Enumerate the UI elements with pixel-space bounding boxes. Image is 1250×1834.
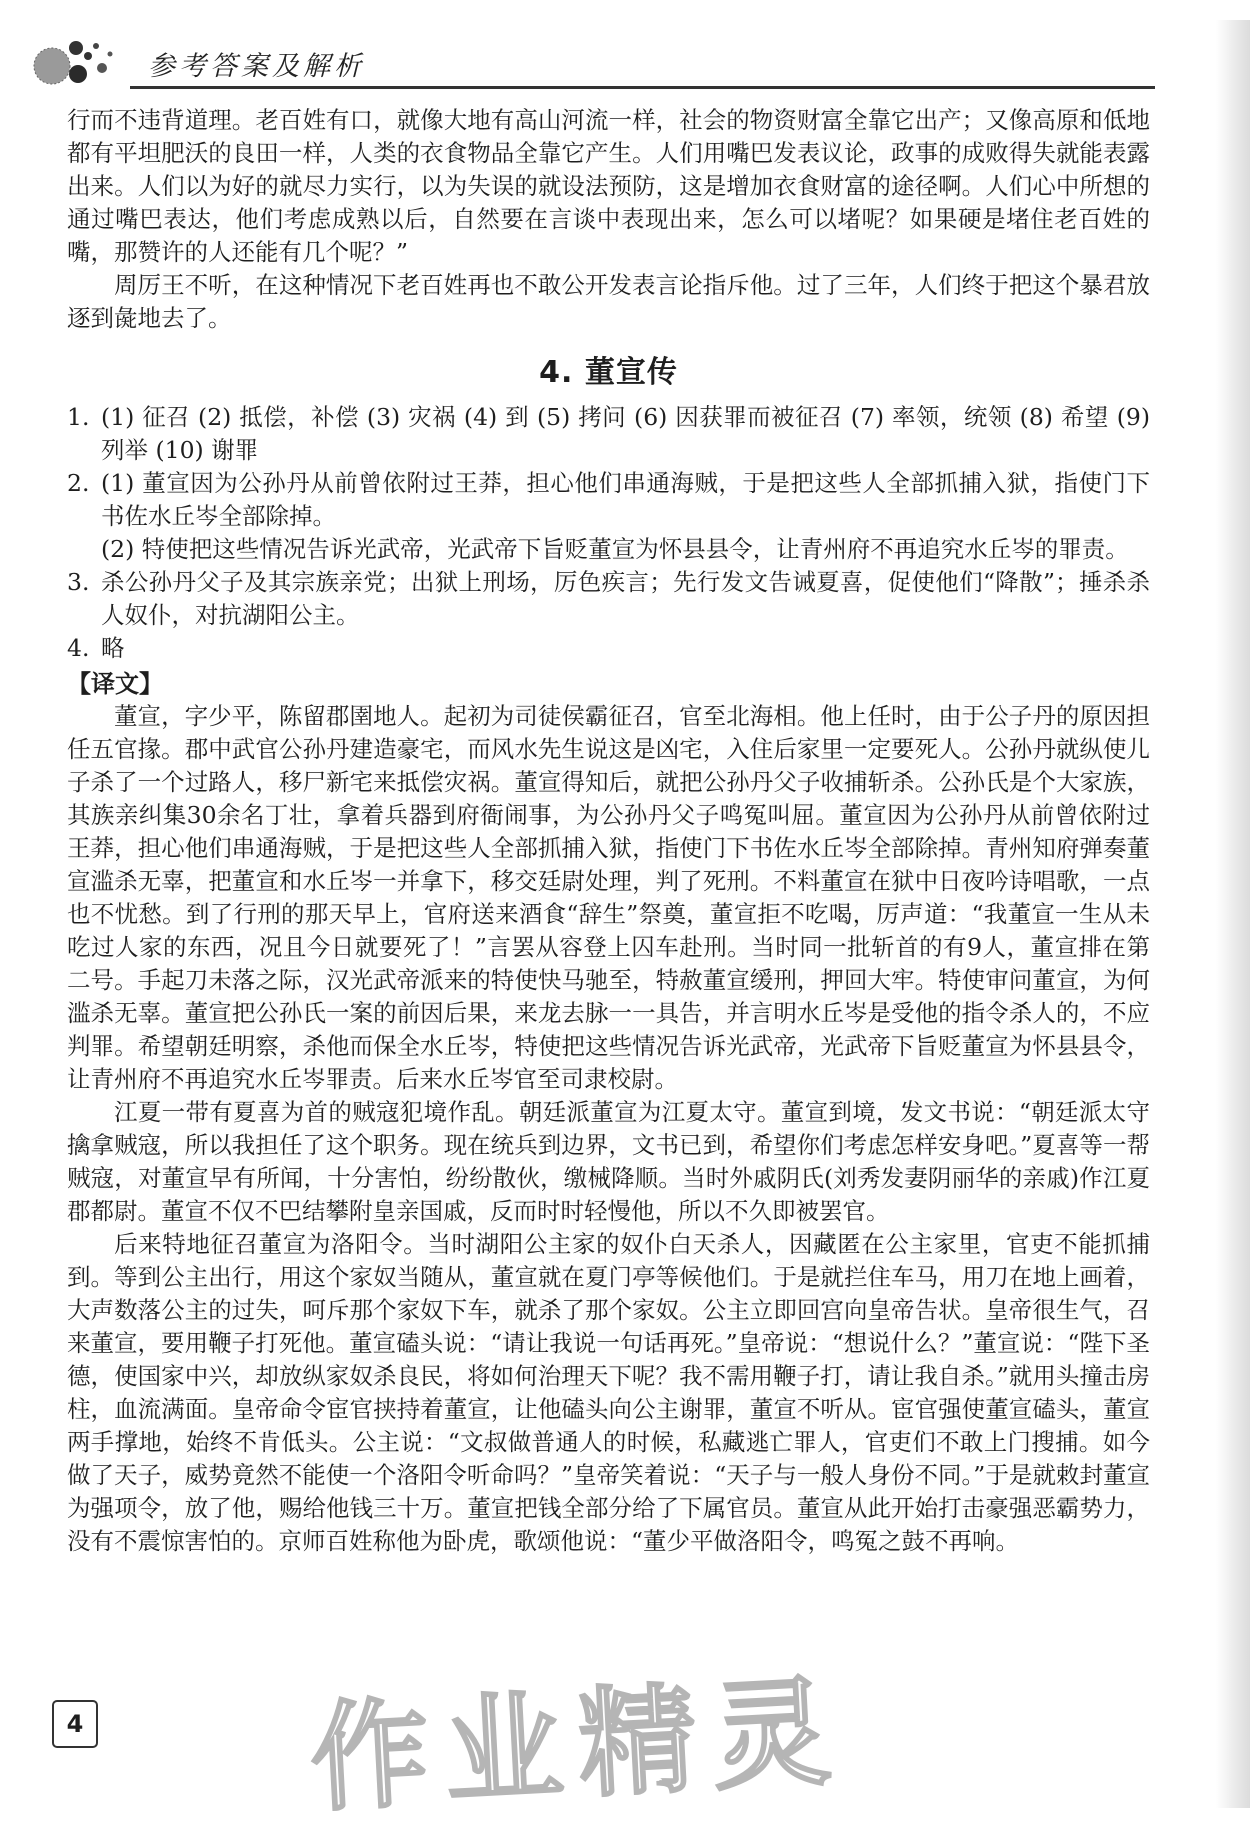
header-title: 参考答案及解析: [148, 51, 365, 82]
page-header: [30, 30, 1155, 92]
answer-text: (1) 征召 (2) 抵偿，补偿 (3) 灾祸 (4) 到 (5) 拷问 (6) 因获罪而被征召 (7) 率领，统领 (8) 希望 (9) 列举 (10) 谢罪: [101, 403, 1150, 464]
page-number: 4: [52, 1700, 98, 1748]
answer-item: [67, 401, 1150, 467]
translation-label: 【译文】: [67, 669, 163, 698]
answer-item: [67, 467, 1150, 533]
page-content: [67, 104, 1150, 1558]
translation-paragraph-3: 后来特地征召董宣为洛阳令。当时湖阳公主家的奴仆白天杀人，因藏匿在公主家里，官吏不能抓捕到。等到公主出行，用这个家奴当随从，董宣就在夏门亭等候他们。于是就拦住车马，用刀在地上画着，大声数落公主的过失，呵斥那个家奴下车，就杀了那个家奴。公主立即回宫向皇帝告状。皇帝很生气，召来董宣，要用鞭子打死他。董宣磕头说：“请让我说一句话再死。”皇帝说：“想说什么？”董宣说：“陛下圣德，使国家中兴，却放纵家奴杀良民，将如何治理天下呢？我不需用鞭子打，请让我自杀。”就用头撞击房柱，血流满面。皇帝命令宦官挟持着董宣，让他磕头向公主谢罪，董宣不听从。宦官强使董宣磕头，董宣两手撑地，始终不肯低头。公主说：“文叔做普通人的时候，私藏逃亡罪人，官吏们不敢上门搜捕。如今做了天子，威势竟然不能使一个洛阳令听命吗？”皇帝笑着说：“天子与一般人身份不同。”于是就敕封董宣为强项令，放了他，赐给他钱三十万。董宣把钱全部分给了下属官员。董宣从此开始打击豪强恶霸势力，没有不震惊害怕的。京师百姓称他为卧虎，歌颂他说：“董少平做洛阳令，鸣冤之鼓不再响。: [67, 1230, 1150, 1555]
answer-text: (1) 董宣因为公孙丹从前曾依附过王莽，担心他们串通海贼，于是把这些人全部抓捕入狱，指使门下书佐水丘岑全部除掉。: [101, 469, 1150, 530]
answer-number: 4.: [67, 634, 90, 662]
translation-paragraph-1: 董宣，字少平，陈留郡圉地人。起初为司徒侯霸征召，官至北海相。他上任时，由于公子丹的原因担任五官掾。郡中武官公孙丹建造豪宅，而风水先生说这是凶宅，入住后家里一定要死人。公孙丹就纵使儿子杀了一个过路人，移尸新宅来抵偿灾祸。董宣得知后，就把公孙丹父子收捕斩杀。公孙氏是个大家族，其族亲纠集30余名丁壮，拿着兵器到府衙闹事，为公孙丹父子鸣冤叫屈。董宣因为公孙丹从前曾依附过王莽，担心他们串通海贼，于是把这些人全部抓捕入狱，指使门下书佐水丘岑全部除掉。青州知府弹奏董宣滥杀无辜，把董宣和水丘岑一并拿下，移交廷尉处理，判了死刑。不料董宣在狱中日夜吟诗唱歌，一点也不忧愁。到了行刑的那天早上，官府送来酒食“辞生”祭奠，董宣拒不吃喝，厉声道：“我董宣一生从未吃过人家的东西，况且今日就要死了！”言罢从容登上囚车赴刑。当时同一批斩首的有9人，董宣排在第二号。手起刀未落之际，汉光武帝派来的特使快马驰至，特赦董宣缓刑，押回大牢。特使审问董宣，为何滥杀无辜。董宣把公孙氏一案的前因后果，来龙去脉一一具告，并言明水丘岑是受他的指令杀人的，不应判罪。希望朝廷明察，杀他而保全水丘岑，特使把这些情况告诉光武帝，光武帝下旨贬董宣为怀县县令，让青州府不再追究水丘岑罪责。后来水丘岑官至司隶校尉。: [67, 702, 1150, 1093]
answer-number: 3.: [67, 568, 90, 596]
page-edge-shadow: [1216, 20, 1250, 1808]
translation-paragraph-2: 江夏一带有夏喜为首的贼寇犯境作乱。朝廷派董宣为江夏太守。董宣到境，发文书说：“朝廷派太守擒拿贼寇，所以我担任了这个职务。现在统兵到边界，文书已到，希望你们考虑怎样安身吧。”夏喜等一帮贼寇，对董宣早有所闻，十分害怕，纷纷散伙，缴械降顺。当时外戚阴氏(刘秀发妻阴丽华的亲戚)作江夏郡都尉。董宣不仅不巴结攀附皇亲国戚，反而时时轻慢他，所以不久即被罢官。: [67, 1098, 1150, 1225]
answer-item: [67, 632, 1150, 665]
watermark-text: 作业精灵: [307, 1662, 850, 1828]
header-dots-logo: [30, 34, 130, 90]
answer-text: (2) 特使把这些情况告诉光武帝，光武帝下旨贬董宣为怀县县令，让青州府不再追究水丘岑的罪责。: [101, 535, 1129, 563]
answer-text: 杀公孙丹父子及其宗族亲党；出狱上刑场，厉色疾言；先行发文告诫夏喜，促使他们“降散”；捶杀杀人奴仆，对抗湖阳公主。: [101, 568, 1150, 629]
answer-item: [67, 566, 1150, 632]
section-title: 4. 董宣传: [539, 355, 678, 390]
intro-paragraph-2: 周厉王不听，在这种情况下老百姓再也不敢公开发表言论指斥他。过了三年，人们终于把这个暴君放逐到彘地去了。: [67, 271, 1150, 332]
answer-item: [67, 533, 1150, 566]
answer-text: 略: [101, 634, 125, 662]
answer-number: 2.: [67, 469, 90, 497]
header-rule: [130, 86, 1155, 89]
answer-number: [67, 533, 101, 566]
answer-number: 1.: [67, 403, 90, 431]
intro-paragraph-1: 行而不违背道理。老百姓有口，就像大地有高山河流一样，社会的物资财富全靠它出产；又像高原和低地都有平坦肥沃的良田一样，人类的衣食物品全靠它产生。人们用嘴巴发表议论，政事的成败得失就能表露出来。人们以为好的就尽力实行，以为失误的就设法预防，这是增加衣食财富的途径啊。人们心中所想的通过嘴巴表达，他们考虑成熟以后，自然要在言谈中表现出来，怎么可以堵呢？如果硬是堵住老百姓的嘴，那赞许的人还能有几个呢？”: [67, 106, 1150, 266]
